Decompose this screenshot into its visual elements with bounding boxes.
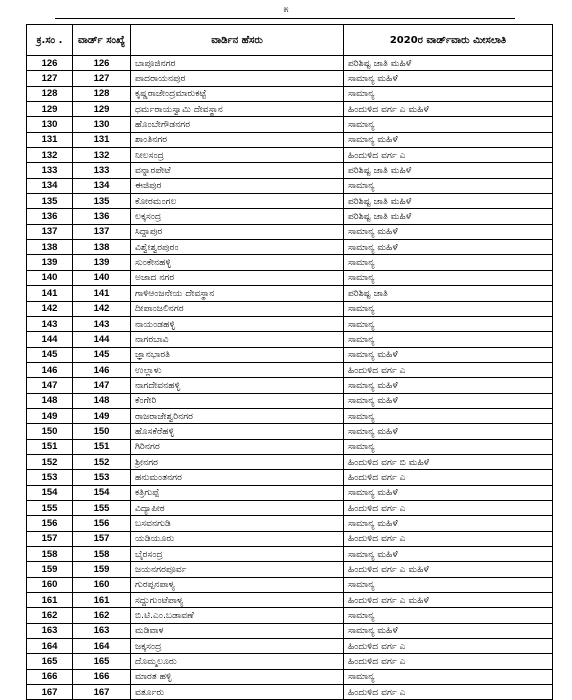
table-row: [27, 547, 553, 562]
table-row: [27, 117, 553, 132]
table-row: [27, 132, 553, 147]
ward-number-cell: 150: [73, 424, 131, 439]
table-row: [27, 86, 553, 101]
ward-number-cell: 152: [73, 454, 131, 469]
serial-cell: 160: [27, 577, 73, 592]
reservation-cell: ಸಾಮಾನ್ಯ: [344, 301, 553, 316]
ward-name-cell: ದೀಪಾಂಜಲಿನಗರ: [131, 301, 344, 316]
ward-name-cell: ಗುರಪ್ಪನಪಾಳ್ಯ: [131, 577, 344, 592]
reservation-cell: ಪರಿಶಿಷ್ಟ ಜಾತಿ ಮಹಿಳೆ: [344, 209, 553, 224]
ward-number-cell: 157: [73, 531, 131, 546]
ward-number-cell: 164: [73, 639, 131, 654]
serial-cell: 154: [27, 485, 73, 500]
ward-name-cell: ಶಾಂತಿನಗರ: [131, 132, 344, 147]
ward-number-cell: 146: [73, 362, 131, 377]
ward-name-cell: ಸುಂಕೇನಹಳ್ಳಿ: [131, 255, 344, 270]
table-row: [27, 593, 553, 608]
reservation-cell: ಹಿಂದುಳಿದ ವರ್ಗ ಎ: [344, 531, 553, 546]
page-number: ೫: [283, 4, 289, 14]
ward-number-cell: 159: [73, 562, 131, 577]
reservation-cell: ಸಾಮಾನ್ಯ ಮಹಿಳೆ: [344, 485, 553, 500]
ward-number-cell: 153: [73, 470, 131, 485]
ward-number-cell: 143: [73, 316, 131, 331]
ward-reservation-table: [26, 24, 553, 700]
table-row: [27, 178, 553, 193]
ward-name-cell: ಕೃಷ್ಣರಾಜೇಂದ್ರಮಾರುಕಟ್ಟೆ: [131, 86, 344, 101]
serial-cell: 163: [27, 623, 73, 638]
ward-number-cell: 132: [73, 148, 131, 163]
table-row: [27, 639, 553, 654]
reservation-cell: ಪರಿಶಿಷ್ಟ ಜಾತಿ ಮಹಿಳೆ: [344, 56, 553, 71]
reservation-cell: ಹಿಂದುಳಿದ ವರ್ಗ ಎ: [344, 362, 553, 377]
table-row: [27, 378, 553, 393]
ward-number-cell: 158: [73, 547, 131, 562]
table-row: [27, 500, 553, 515]
reservation-cell: ಹಿಂದುಳಿದ ವರ್ಗ ಎ ಮಹಿಳೆ: [344, 562, 553, 577]
serial-cell: 135: [27, 194, 73, 209]
reservation-cell: ಸಾಮಾನ್ಯ: [344, 86, 553, 101]
table-row: [27, 623, 553, 638]
ward-number-cell: 161: [73, 593, 131, 608]
serial-cell: 161: [27, 593, 73, 608]
reservation-cell: ಸಾಮಾನ್ಯ ಮಹಿಳೆ: [344, 71, 553, 86]
ward-number-cell: 155: [73, 500, 131, 515]
reservation-cell: ಹಿಂದುಳಿದ ವರ್ಗ ಎ ಮಹಿಳೆ: [344, 593, 553, 608]
ward-number-cell: 138: [73, 240, 131, 255]
ward-number-cell: 126: [73, 56, 131, 71]
serial-cell: 136: [27, 209, 73, 224]
ward-name-cell: ನಾಗರಬಾವಿ: [131, 332, 344, 347]
reservation-cell: ಹಿಂದುಳಿದ ವರ್ಗ ಎ: [344, 148, 553, 163]
table-row: [27, 102, 553, 117]
ward-name-cell: ಉಲ್ಲಾಳು: [131, 362, 344, 377]
serial-cell: 153: [27, 470, 73, 485]
serial-cell: 166: [27, 669, 73, 684]
serial-cell: 138: [27, 240, 73, 255]
reservation-cell: ಸಾಮಾನ್ಯ ಮಹಿಳೆ: [344, 240, 553, 255]
table-row: [27, 424, 553, 439]
table-row: [27, 332, 553, 347]
serial-cell: 151: [27, 439, 73, 454]
serial-cell: 143: [27, 316, 73, 331]
serial-cell: 159: [27, 562, 73, 577]
ward-name-cell: ಜ್ಞಾನಭಾರತಿ: [131, 347, 344, 362]
ward-name-cell: ಗಾಳಿಆಂಜನೇಯ ದೇವಸ್ಥಾನ: [131, 286, 344, 301]
ward-number-cell: 128: [73, 86, 131, 101]
reservation-cell: ಸಾಮಾನ್ಯ: [344, 117, 553, 132]
reservation-cell: ಹಿಂದುಳಿದ ವರ್ಗ ಎ: [344, 654, 553, 669]
header-ward-number: ವಾರ್ಡ್ ಸಂಖ್ಯೆ: [73, 25, 131, 56]
reservation-cell: ಸಾಮಾನ್ಯ: [344, 608, 553, 623]
table-row: [27, 454, 553, 469]
header-ward-name: ವಾರ್ಡಿನ ಹೆಸರು: [131, 25, 344, 56]
reservation-cell: ಸಾಮಾನ್ಯ ಮಹಿಳೆ: [344, 347, 553, 362]
ward-number-cell: 129: [73, 102, 131, 117]
ward-number-cell: 160: [73, 577, 131, 592]
ward-name-cell: ಹೊಂಬೇಗೌಡನಗರ: [131, 117, 344, 132]
reservation-cell: ಹಿಂದುಳಿದ ವರ್ಗ ಎ ಮಹಿಳೆ: [344, 102, 553, 117]
ward-name-cell: ಜಕ್ಕಸಂದ್ರ: [131, 639, 344, 654]
serial-cell: 127: [27, 71, 73, 86]
table-header-row: [27, 25, 553, 56]
ward-number-cell: 131: [73, 132, 131, 147]
ward-name-cell: ಮಡಿವಾಳ: [131, 623, 344, 638]
ward-name-cell: ಲಕ್ಕಸಂದ್ರ: [131, 209, 344, 224]
reservation-cell: ಪರಿಶಿಷ್ಟ ಜಾತಿ: [344, 286, 553, 301]
ward-number-cell: 163: [73, 623, 131, 638]
ward-name-cell: ಈಜಿಪುರ: [131, 178, 344, 193]
table-row: [27, 485, 553, 500]
ward-name-cell: ಹೊಸಕೆರೆಹಳ್ಳಿ: [131, 424, 344, 439]
ward-name-cell: ನಾಯಂಡಹಳ್ಳಿ: [131, 316, 344, 331]
reservation-cell: ಸಾಮಾನ್ಯ: [344, 332, 553, 347]
serial-cell: 141: [27, 286, 73, 301]
reservation-cell: ಹಿಂದುಳಿದ ವರ್ಗ ಎ: [344, 685, 553, 700]
ward-name-cell: ವಿದ್ಯಾಪೀಠ: [131, 500, 344, 515]
ward-name-cell: ದೊಮ್ಮಲೂರು: [131, 654, 344, 669]
ward-number-cell: 167: [73, 685, 131, 700]
ward-name-cell: ನಾಗದೇವನಹಳ್ಳಿ: [131, 378, 344, 393]
ward-name-cell: ವರ್ತೂರು: [131, 685, 344, 700]
table-row: [27, 286, 553, 301]
table-row: [27, 255, 553, 270]
serial-cell: 126: [27, 56, 73, 71]
ward-name-cell: ಸದ್ದುಗುಂಟೆಪಾಳ್ಯ: [131, 593, 344, 608]
reservation-cell: ಹಿಂದುಳಿದ ವರ್ಗ ಎ: [344, 639, 553, 654]
ward-name-cell: ಪಾದರಾಯನಪುರ: [131, 71, 344, 86]
ward-name-cell: ಬಸವನಗುಡಿ: [131, 516, 344, 531]
table-row: [27, 408, 553, 423]
reservation-cell: ಸಾಮಾನ್ಯ: [344, 439, 553, 454]
ward-number-cell: 142: [73, 301, 131, 316]
reservation-cell: ಸಾಮಾನ್ಯ ಮಹಿಳೆ: [344, 132, 553, 147]
ward-number-cell: 139: [73, 255, 131, 270]
ward-number-cell: 135: [73, 194, 131, 209]
ward-number-cell: 166: [73, 669, 131, 684]
serial-cell: 144: [27, 332, 73, 347]
reservation-cell: ಹಿಂದುಳಿದ ವರ್ಗ ಎ: [344, 470, 553, 485]
table-row: [27, 209, 553, 224]
table-row: [27, 562, 553, 577]
ward-number-cell: 145: [73, 347, 131, 362]
header-reservation: 2020ರ ವಾರ್ಡ್‌ವಾರು ಮೀಸಲಾತಿ: [344, 25, 553, 56]
reservation-cell: ಸಾಮಾನ್ಯ: [344, 270, 553, 285]
serial-cell: 148: [27, 393, 73, 408]
ward-name-cell: ಯಡಿಯೂರು: [131, 531, 344, 546]
table-row: [27, 270, 553, 285]
ward-name-cell: ಧರ್ಮರಾಯಸ್ವಾಮಿ ದೇವಸ್ಥಾನ: [131, 102, 344, 117]
serial-cell: 137: [27, 224, 73, 239]
serial-cell: 150: [27, 424, 73, 439]
table-row: [27, 516, 553, 531]
reservation-cell: ಸಾಮಾನ್ಯ: [344, 577, 553, 592]
ward-name-cell: ವನ್ನಾರಪೇಟೆ: [131, 163, 344, 178]
ward-number-cell: 156: [73, 516, 131, 531]
reservation-cell: ಹಿಂದುಳಿದ ವರ್ಗ ಎ: [344, 500, 553, 515]
reservation-cell: ಪರಿಶಿಷ್ಟ ಜಾತಿ ಮಹಿಳೆ: [344, 163, 553, 178]
reservation-cell: ಪರಿಶಿಷ್ಟ ಜಾತಿ ಮಹಿಳೆ: [344, 194, 553, 209]
ward-number-cell: 133: [73, 163, 131, 178]
table-row: [27, 56, 553, 71]
serial-cell: 133: [27, 163, 73, 178]
ward-number-cell: 134: [73, 178, 131, 193]
ward-number-cell: 162: [73, 608, 131, 623]
ward-name-cell: ಕೆಂಗೇರಿ: [131, 393, 344, 408]
reservation-cell: ಸಾಮಾನ್ಯ: [344, 316, 553, 331]
serial-cell: 157: [27, 531, 73, 546]
serial-cell: 128: [27, 86, 73, 101]
top-rule: [55, 18, 515, 19]
reservation-cell: ಸಾಮಾನ್ಯ ಮಹಿಳೆ: [344, 378, 553, 393]
ward-number-cell: 136: [73, 209, 131, 224]
table-row: [27, 362, 553, 377]
ward-number-cell: 130: [73, 117, 131, 132]
table-row: [27, 654, 553, 669]
ward-name-cell: ಗಿರಿನಗರ: [131, 439, 344, 454]
ward-name-cell: ರಾಜರಾಜೇಶ್ವರಿನಗರ: [131, 408, 344, 423]
ward-name-cell: ಅಜಾದ ನಗರ: [131, 270, 344, 285]
table-row: [27, 148, 553, 163]
header-serial: ಕ್ರ.ಸಂ .: [27, 25, 73, 56]
ward-name-cell: ನೀಲಸಂದ್ರ: [131, 148, 344, 163]
serial-cell: 140: [27, 270, 73, 285]
serial-cell: 146: [27, 362, 73, 377]
table-row: [27, 163, 553, 178]
table-row: [27, 669, 553, 684]
ward-name-cell: ಬಿ.ಟಿ.ಎಂ.ಬಡಾವಣೆ: [131, 608, 344, 623]
reservation-cell: ಸಾಮಾನ್ಯ ಮಹಿಳೆ: [344, 424, 553, 439]
table-row: [27, 439, 553, 454]
table-row: [27, 393, 553, 408]
ward-number-cell: 151: [73, 439, 131, 454]
serial-cell: 132: [27, 148, 73, 163]
ward-name-cell: ಕತ್ರಿಗುಪ್ಪೆ: [131, 485, 344, 500]
ward-number-cell: 165: [73, 654, 131, 669]
serial-cell: 134: [27, 178, 73, 193]
reservation-cell: ಸಾಮಾನ್ಯ ಮಹಿಳೆ: [344, 224, 553, 239]
reservation-cell: ಸಾಮಾನ್ಯ ಮಹಿಳೆ: [344, 393, 553, 408]
serial-cell: 129: [27, 102, 73, 117]
serial-cell: 158: [27, 547, 73, 562]
table-row: [27, 194, 553, 209]
serial-cell: 130: [27, 117, 73, 132]
table-row: [27, 608, 553, 623]
reservation-cell: ಸಾಮಾನ್ಯ: [344, 255, 553, 270]
ward-number-cell: 144: [73, 332, 131, 347]
serial-cell: 156: [27, 516, 73, 531]
serial-cell: 147: [27, 378, 73, 393]
serial-cell: 149: [27, 408, 73, 423]
ward-number-cell: 127: [73, 71, 131, 86]
reservation-cell: ಸಾಮಾನ್ಯ ಮಹಿಳೆ: [344, 516, 553, 531]
ward-number-cell: 147: [73, 378, 131, 393]
serial-cell: 131: [27, 132, 73, 147]
reservation-cell: ಸಾಮಾನ್ಯ: [344, 669, 553, 684]
ward-number-cell: 148: [73, 393, 131, 408]
serial-cell: 152: [27, 454, 73, 469]
ward-name-cell: ಮಾರತ ಹಳ್ಳಿ: [131, 669, 344, 684]
table-row: [27, 347, 553, 362]
table-row: [27, 240, 553, 255]
table-row: [27, 577, 553, 592]
ward-name-cell: ಜಯನಗರಪೂರ್ವ: [131, 562, 344, 577]
serial-cell: 162: [27, 608, 73, 623]
reservation-cell: ಸಾಮಾನ್ಯ ಮಹಿಳೆ: [344, 623, 553, 638]
ward-name-cell: ಶ್ರೀನಗರ: [131, 454, 344, 469]
table-row: [27, 71, 553, 86]
ward-number-cell: 149: [73, 408, 131, 423]
serial-cell: 165: [27, 654, 73, 669]
reservation-cell: ಸಾಮಾನ್ಯ: [344, 408, 553, 423]
serial-cell: 145: [27, 347, 73, 362]
table-row: [27, 685, 553, 700]
table-row: [27, 301, 553, 316]
serial-cell: 167: [27, 685, 73, 700]
ward-number-cell: 154: [73, 485, 131, 500]
ward-name-cell: ಕೋರಮಂಗಲ: [131, 194, 344, 209]
table-row: [27, 224, 553, 239]
ward-name-cell: ಹನುಮಂತನಗರ: [131, 470, 344, 485]
serial-cell: 142: [27, 301, 73, 316]
serial-cell: 164: [27, 639, 73, 654]
ward-number-cell: 140: [73, 270, 131, 285]
serial-cell: 155: [27, 500, 73, 515]
ward-name-cell: ಸಿದ್ದಾಪುರ: [131, 224, 344, 239]
ward-number-cell: 137: [73, 224, 131, 239]
table-row: [27, 531, 553, 546]
ward-name-cell: ವಿಶ್ವೇಶ್ವರಪುರಂ: [131, 240, 344, 255]
table-row: [27, 470, 553, 485]
reservation-cell: ಸಾಮಾನ್ಯ ಮಹಿಳೆ: [344, 547, 553, 562]
table-row: [27, 316, 553, 331]
ward-name-cell: ಬಾಪೂಜಿನಗರ: [131, 56, 344, 71]
ward-number-cell: 141: [73, 286, 131, 301]
reservation-cell: ಹಿಂದುಳಿದ ವರ್ಗ ಬಿ ಮಹಿಳೆ: [344, 454, 553, 469]
reservation-cell: ಸಾಮಾನ್ಯ: [344, 178, 553, 193]
ward-name-cell: ಬೈರಸಂದ್ರ: [131, 547, 344, 562]
serial-cell: 139: [27, 255, 73, 270]
